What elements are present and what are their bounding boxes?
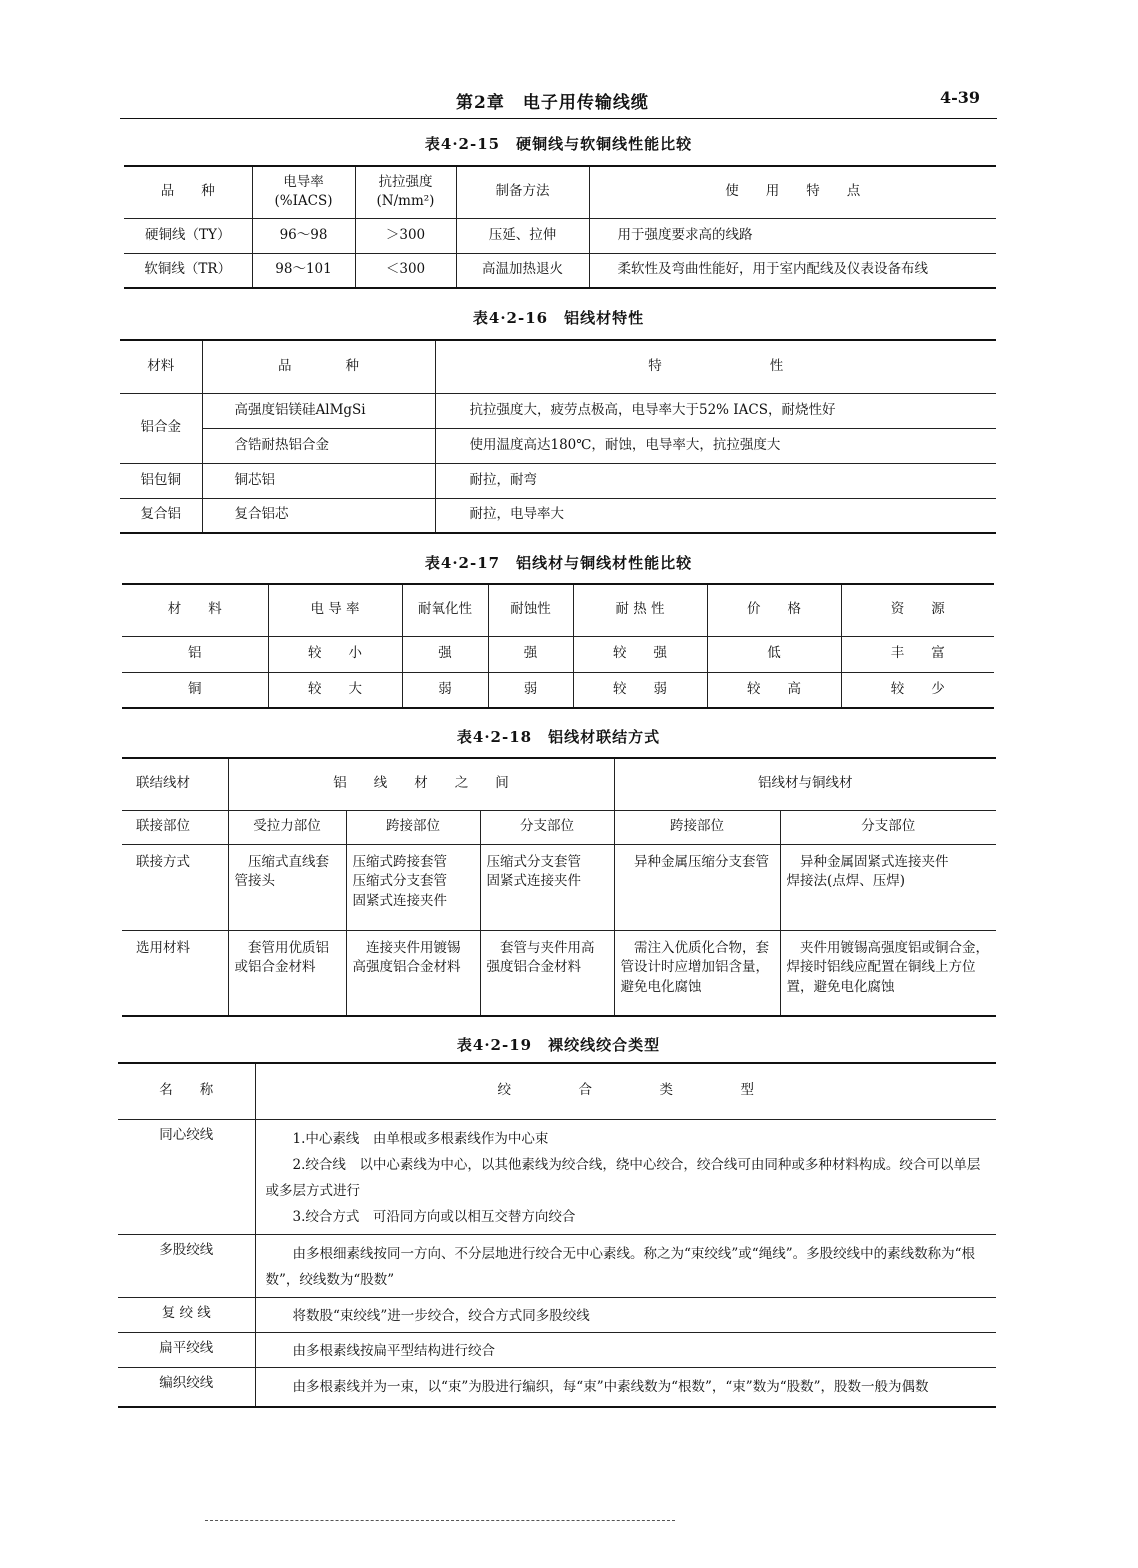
type-line: 由多根素线并为一束，以“束”为股进行编织，每“束”中素线数为“根数”，“束”数为“股数”，股数一般为偶数 (292, 1378, 929, 1395)
table19-title: 表4·2-19 裸绞线绞合类型 (456, 1036, 661, 1054)
cell: 96～98 (252, 218, 355, 253)
table-row (122, 636, 994, 672)
scan-mark (205, 1520, 675, 1521)
row-label: 联结线材 (122, 758, 228, 810)
chapter-title: 第2章 电子用传输线缆 (456, 93, 649, 113)
header-cell: 材 料 (122, 584, 268, 636)
header-cell: 名 称 (118, 1063, 255, 1119)
table-row (118, 1297, 996, 1332)
cell: 需注入优质化合物，套管设计时应增加铝含量，避免电化腐蚀 (614, 930, 780, 1016)
cell: 耐拉，耐弯 (435, 463, 996, 498)
cell: ＜300 (355, 253, 456, 288)
table-row (124, 253, 996, 288)
header-cell: 品 种 (202, 340, 435, 393)
cell: 较 高 (707, 672, 841, 708)
cell: 较 小 (268, 636, 402, 672)
cell: 跨接部位 (346, 810, 480, 844)
table17-title: 表4·2-17 铝线材与铜线材性能比较 (424, 554, 693, 572)
type-line: 将数股“束绞线”进一步绞合，绞合方式同多股绞线 (292, 1307, 590, 1324)
cell: ＞300 (355, 218, 456, 253)
header-cell: 资 源 (841, 584, 994, 636)
type-line: 由多根素线按扁平型结构进行绞合 (292, 1342, 495, 1359)
header-cell: 特 性 (435, 340, 996, 393)
cell: 铜芯铝 (202, 463, 435, 498)
table18-group-row (122, 758, 996, 810)
cell: 跨接部位 (614, 810, 780, 844)
cell: 铝 (122, 636, 268, 672)
cell: 复 绞 线 (118, 1297, 255, 1332)
cell (255, 1297, 996, 1332)
header-cell: 抗拉强度 (N/mm²) (355, 166, 456, 218)
cell: 夹件用镀锡高强度铝或铜合金，焊接时铝线应配置在铜线上方位置，避免电化腐蚀 (780, 930, 996, 1016)
table16-title: 表4·2-16 铝线材特性 (472, 309, 645, 327)
cell: 高温加热退火 (456, 253, 589, 288)
table18-method-row (122, 844, 996, 930)
header-cell: 电 导 率 (268, 584, 402, 636)
cell: 编织绞线 (118, 1367, 255, 1407)
table-row (122, 672, 994, 708)
table18-title: 表4·2-18 铝线材联结方式 (456, 728, 661, 746)
cell: 异种金属压缩分支套管 (614, 844, 780, 930)
cell: 弱 (402, 672, 488, 708)
cell: 压缩式直线套管接头 (228, 844, 346, 930)
cell: 套管与夹件用高强度铝合金材料 (480, 930, 614, 1016)
table18-material-row (122, 930, 996, 1016)
cell: 套管用优质铝或铝合金材料 (228, 930, 346, 1016)
row-label: 选用材料 (122, 930, 228, 1016)
cell: 使用温度高达180℃，耐蚀，电导率大，抗拉强度大 (435, 428, 996, 463)
table15-header-row (124, 166, 996, 218)
cell: 98～101 (252, 253, 355, 288)
page-header (120, 88, 980, 118)
cell: 受拉力部位 (228, 810, 346, 844)
table-row (118, 1119, 996, 1234)
table-row (124, 218, 996, 253)
cell (255, 1367, 996, 1407)
cell: 较 强 (573, 636, 707, 672)
table17 (122, 583, 994, 709)
cell: 高强度铝镁硅AlMgSi (202, 393, 435, 428)
cell: 压缩式分支套管 固紧式连接夹件 (480, 844, 614, 930)
cell: 较 少 (841, 672, 994, 708)
page-number: 4-39 (939, 88, 980, 107)
cell: 多股绞线 (118, 1234, 255, 1297)
table18 (122, 757, 996, 1017)
cell (255, 1332, 996, 1367)
header-cell: 电导率 (%IACS) (252, 166, 355, 218)
table-row (120, 428, 996, 463)
table16 (120, 339, 996, 534)
cell: 分支部位 (480, 810, 614, 844)
cell (255, 1234, 996, 1297)
cell: 较 弱 (573, 672, 707, 708)
cell: 较 大 (268, 672, 402, 708)
cell: 连接夹件用镀锡高强度铝合金材料 (346, 930, 480, 1016)
cell: 用于强度要求高的线路 (589, 218, 996, 253)
cell: 扁平绞线 (118, 1332, 255, 1367)
cell: 压延、拉伸 (456, 218, 589, 253)
type-line: 1.中心素线 由单根或多根素线作为中心束 (292, 1130, 549, 1147)
cell: 抗拉强度大，疲劳点极高，电导率大于52% IACS，耐烧性好 (435, 393, 996, 428)
cell: 软铜线（TR） (124, 253, 252, 288)
table-row (118, 1367, 996, 1407)
cell: 柔软性及弯曲性能好，用于室内配线及仪表设备布线 (589, 253, 996, 288)
header-cell: 制备方法 (456, 166, 589, 218)
table19 (118, 1062, 996, 1408)
table-row (118, 1234, 996, 1297)
table-row (120, 498, 996, 533)
header-cell: 价 格 (707, 584, 841, 636)
cell: 强 (488, 636, 573, 672)
table15 (124, 165, 996, 289)
cell: 耐拉，电导率大 (435, 498, 996, 533)
table16-header-row (120, 340, 996, 393)
header-rule (120, 118, 997, 119)
group-header-al-cu: 铝线材与铜线材 (614, 758, 996, 810)
table-row (120, 393, 996, 428)
cell: 铜 (122, 672, 268, 708)
header-cell: 使 用 特 点 (589, 166, 996, 218)
cell: 丰 富 (841, 636, 994, 672)
type-line: 2.绞合线 以中心素线为中心，以其他素线为绞合线，绕中心绞合，绞合线可由同种或多种材料构成。绞合可以单层或多层方式进行 (265, 1156, 981, 1199)
cell: 压缩式跨接套管 压缩式分支套管 固紧式连接夹件 (346, 844, 480, 930)
cell: 复合铝芯 (202, 498, 435, 533)
header-cell: 材料 (120, 340, 202, 393)
cell: 异种金属固紧式连接夹件 焊接法(点焊、压焊) (780, 844, 996, 930)
cell: 硬铜线（TY） (124, 218, 252, 253)
header-cell: 耐蚀性 (488, 584, 573, 636)
cell: 低 (707, 636, 841, 672)
row-label: 联接方式 (122, 844, 228, 930)
cell: 铝包铜 (120, 463, 202, 498)
header-cell: 耐 热 性 (573, 584, 707, 636)
cell (255, 1119, 996, 1234)
header-cell: 品 种 (124, 166, 252, 218)
row-label: 联接部位 (122, 810, 228, 844)
table-row (120, 463, 996, 498)
cell: 铝合金 (120, 393, 202, 463)
header-cell: 耐氧化性 (402, 584, 488, 636)
type-line: 3.绞合方式 可沿同方向或以相互交替方向绞合 (292, 1208, 576, 1225)
table-row (118, 1332, 996, 1367)
cell: 复合铝 (120, 498, 202, 533)
table17-header-row (122, 584, 994, 636)
cell: 强 (402, 636, 488, 672)
table15-title: 表4·2-15 硬铜线与软铜线性能比较 (424, 135, 693, 153)
table18-part-row (122, 810, 996, 844)
header-cell: 绞 合 类 型 (255, 1063, 996, 1119)
group-header-al-al: 铝 线 材 之 间 (228, 758, 614, 810)
cell: 含锆耐热铝合金 (202, 428, 435, 463)
cell: 分支部位 (780, 810, 996, 844)
table19-header-row (118, 1063, 996, 1119)
type-line: 由多根细素线按同一方向、不分层地进行绞合无中心素线。称之为“束绞线”或“绳线”。多股绞线中的素线数称为“根数”，绞线数为“股数” (265, 1245, 976, 1288)
cell: 同心绞线 (118, 1119, 255, 1234)
cell: 弱 (488, 672, 573, 708)
